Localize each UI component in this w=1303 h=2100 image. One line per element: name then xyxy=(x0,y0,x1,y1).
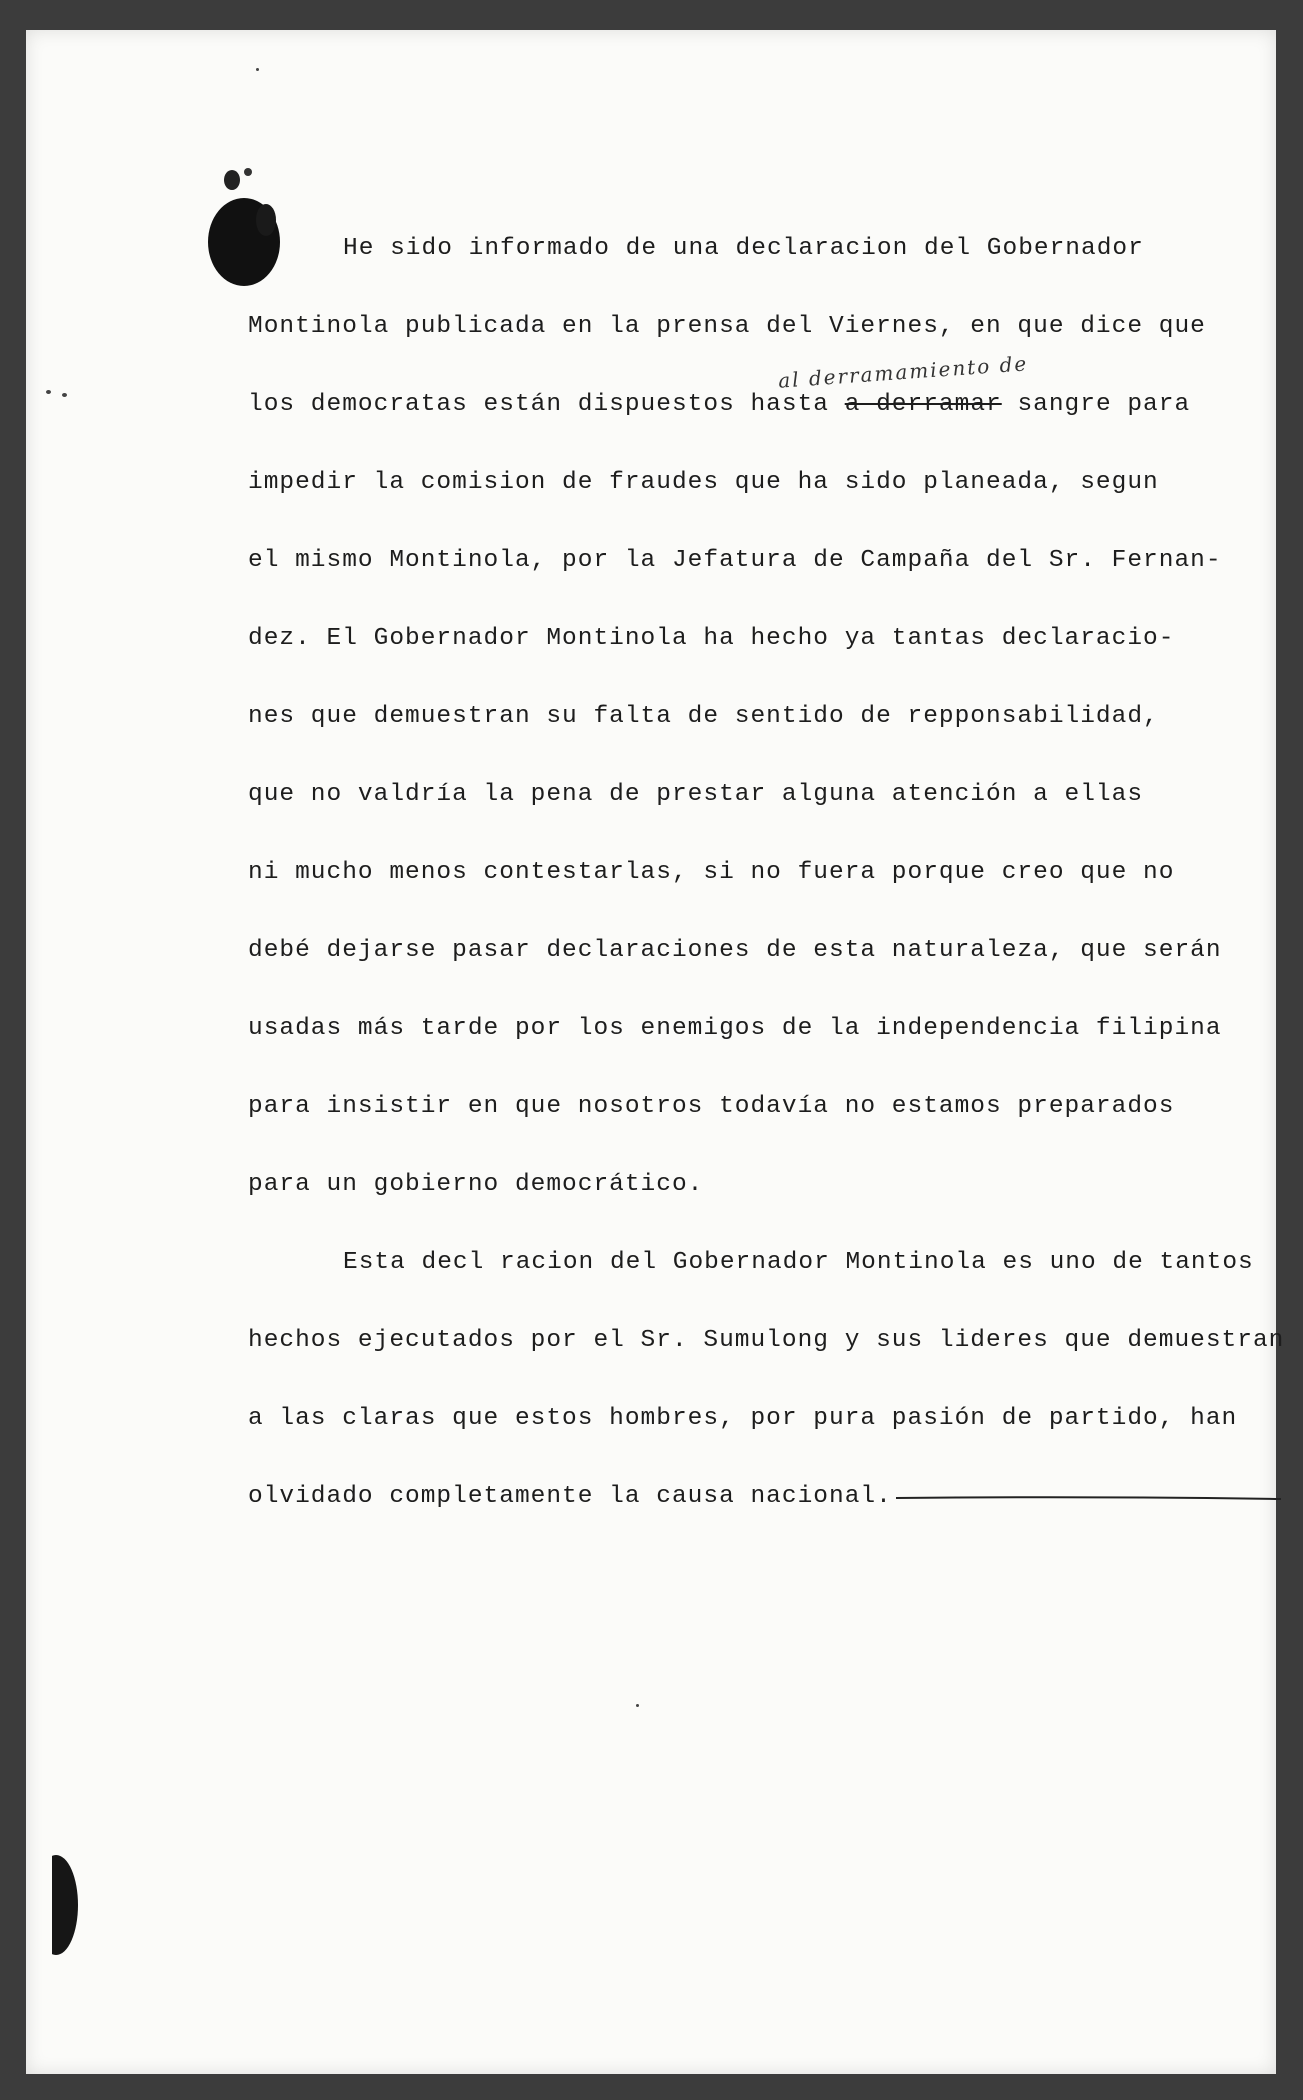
text-line: para insistir en que nosotros todavía no estamos preparados xyxy=(248,1093,1175,1120)
end-of-text-rule xyxy=(896,1496,1281,1500)
text-line: ni mucho menos contestarlas, si no fuera porque creo que no xyxy=(248,859,1175,886)
text-line: usadas más tarde por los enemigos de la independencia filipina xyxy=(248,1015,1222,1042)
text-segment: los democratas están dispuestos hasta xyxy=(248,391,829,418)
text-line: para un gobierno democrático. xyxy=(248,1171,704,1198)
text-line: impedir la comision de fraudes que ha sido planeada, segun xyxy=(248,469,1159,496)
text-line: que no valdría la pena de prestar alguna atención a ellas xyxy=(248,781,1144,808)
speck-mark xyxy=(46,390,51,394)
text-line: el mismo Montinola, por la Jefatura de Campaña del Sr. Fernan- xyxy=(248,547,1222,574)
speck-mark xyxy=(62,393,67,397)
binding-hole-mark xyxy=(52,1850,78,1960)
text-line: Montinola publicada en la prensa del Viernes, en que dice que xyxy=(248,313,1206,340)
text-line xyxy=(248,382,1283,460)
text-line: Esta decl racion del Gobernador Montinola es uno de tantos xyxy=(343,1249,1254,1276)
text-segment: sangre para xyxy=(1017,391,1191,418)
text-line: dez. El Gobernador Montinola ha hecho ya tantas declaracio- xyxy=(248,625,1175,652)
speck-mark xyxy=(636,1704,639,1707)
text-line: debé dejarse pasar declaraciones de esta naturaleza, que serán xyxy=(248,937,1222,964)
handwritten-insertion: al derramamiento de xyxy=(777,351,1029,393)
speck-mark xyxy=(256,68,259,71)
text-line: nes que demuestran su falta de sentido de repponsabilidad, xyxy=(248,703,1159,730)
text-line: olvidado completamente la causa nacional. xyxy=(248,1483,892,1510)
text-line: He sido informado de una declaracion del Gobernador xyxy=(343,235,1144,262)
typewritten-page xyxy=(26,30,1285,2074)
struck-text: a derramar xyxy=(844,391,1002,418)
document-body xyxy=(248,226,1283,1552)
text-line: hechos ejecutados por el Sr. Sumulong y sus lideres que demuestran xyxy=(248,1327,1285,1354)
text-line: a las claras que estos hombres, por pura pasión de partido, han xyxy=(248,1405,1238,1432)
